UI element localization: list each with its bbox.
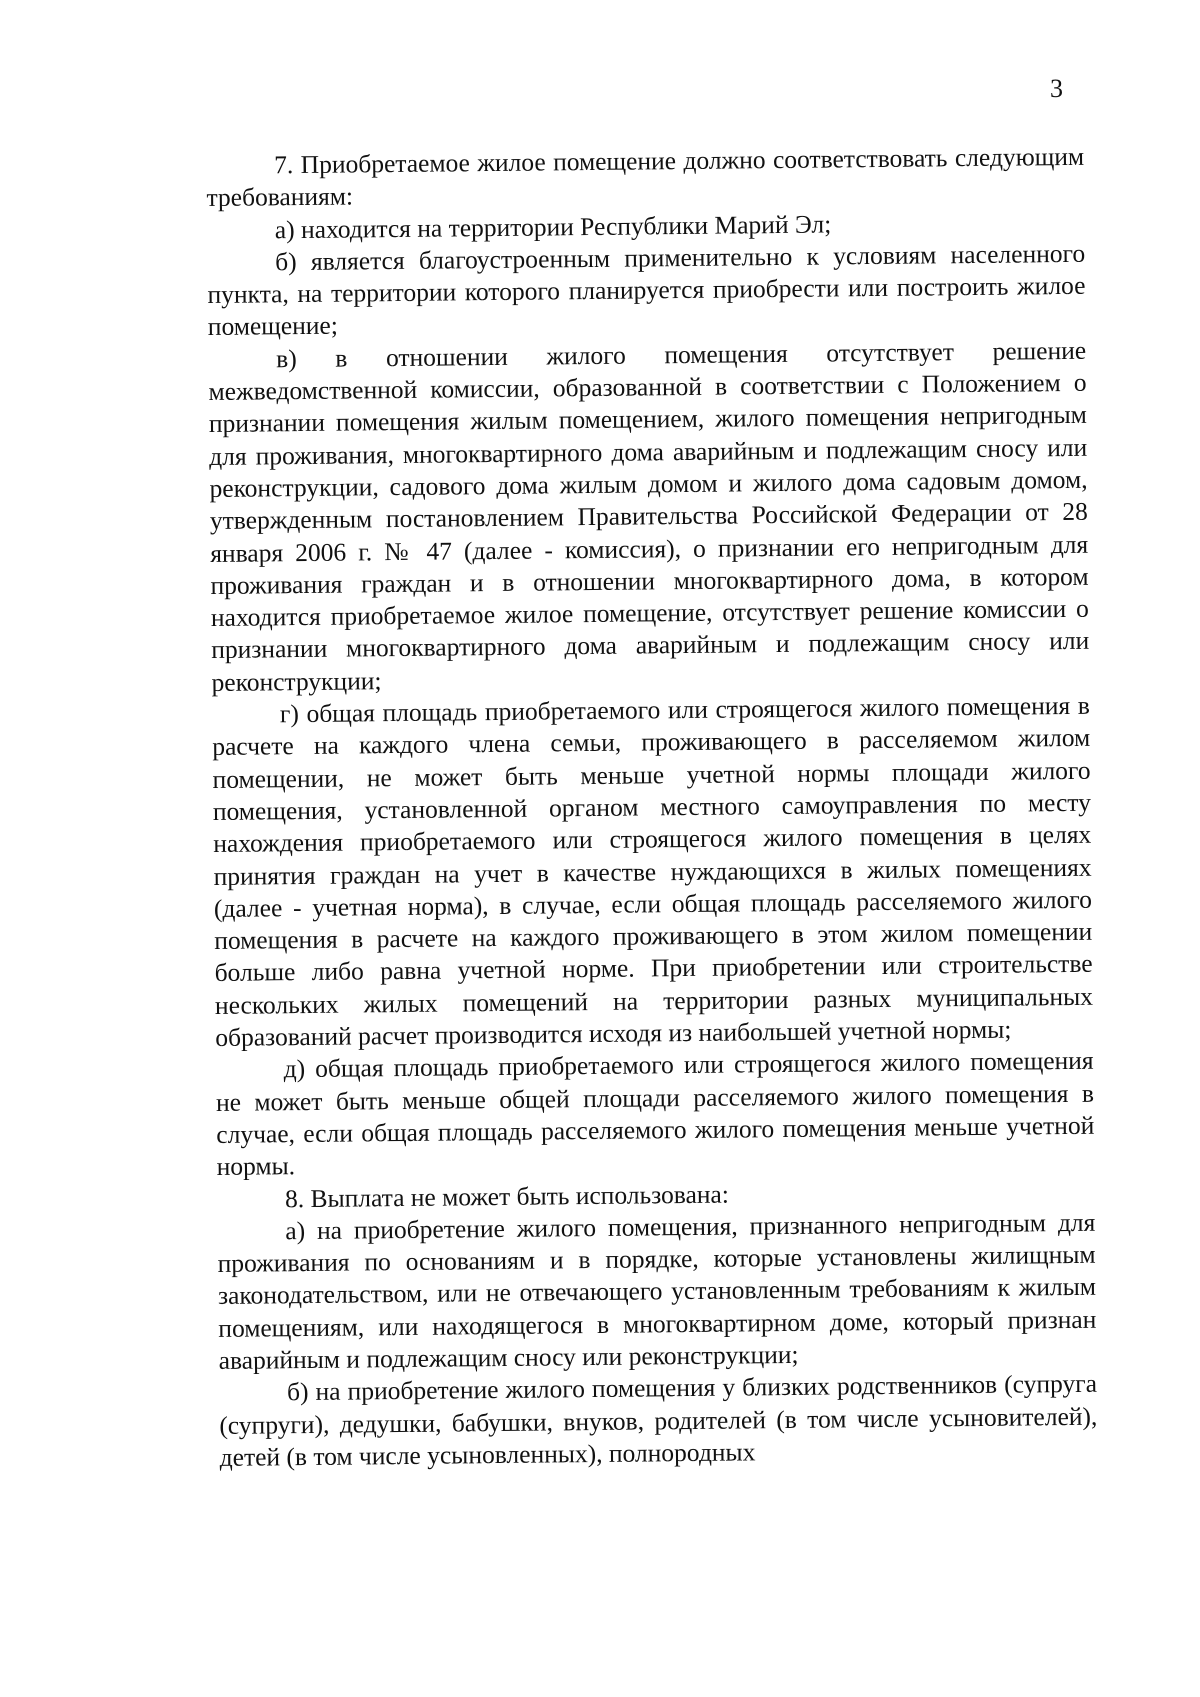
paragraph-7b: б) является благоустроенным применительно к условиям населенного пункта, на территории которого планируется приобрести или построить жилое помещение;: [207, 238, 1086, 342]
paragraph-8b: б) на приобретение жилого помещения у близких родственников (супруга (супруги), дедушки, бабушки, внуков, родителей (в том числе усыновителей), детей (в том числе усыновленных), полнородных: [219, 1369, 1098, 1472]
paragraph-8a: а) на приобретение жилого помещения, признанного непригодным для проживания по основаниям и в порядке, которые установлены жилищным законодательством, или не отвечающего установленным требованиям к жилым помещениям, или находящегося в многоквартирном доме, который признан аварийным и подлежащим сносу или реконструкции;: [217, 1207, 1097, 1375]
paragraph-7v: в) в отношении жилого помещения отсутствует решение межведомственной комиссии, образованной в соответствии с Положением о признании помещения жилым помещением, жилого помещения непригодным для проживания, многоквартирного дома аварийным и подлежащим сносу или реконструкции, садового дома жилым домом и жилого дома садовым домом, утвержденным постановлением Правительства Российской Федерации от 28 января 2006 г. № 47 (далее - комиссия), о признании его непригодным для проживания граждан и в отношении многоквартирного дома, в котором находится приобретаемое жилое помещение, отсутствует решение комиссии о признании многоквартирного дома аварийным и подлежащим сносу или реконструкции;: [208, 335, 1090, 697]
paragraph-7: 7. Приобретаемое жилое помещение должно соответствовать следующим требованиям:: [206, 141, 1085, 213]
document-body: [206, 141, 1098, 1474]
paragraph-8: 8. Выплата не может быть использована:: [284, 1179, 730, 1213]
paragraph-7g: г) общая площадь приобретаемого или строящегося жилого помещения в расчете на каждого члена семьи, проживающего в расселяемом жилом помещении, не может быть меньше учетной нормы площади жилого помещения, установленной органом местного самоуправления по месту нахождения приобретаемого или строящегося жилого помещения в целях принятия граждан на учет в качестве нуждающихся в жилых помещениях (далее - учетная норма), в случае, если общая площадь расселяемого жилого помещения в расчете на каждого проживающего в этом жилом помещении больше либо равна учетной норме. При приобретении или строительстве нескольких жилых помещений на территории разных муниципальных образований расчет производится исходя из наибольшей учетной нормы;: [212, 690, 1094, 1052]
paragraph-7d: д) общая площадь приобретаемого или строящегося жилого помещения не может быть меньше общей площади расселяемого жилого помещения в случае, если общая площадь расселяемого жилого помещения меньше учетной нормы.: [215, 1046, 1095, 1182]
paragraph-7a: а) находится на территории Республики Марий Эл;: [274, 209, 832, 244]
page-number: 3: [1050, 74, 1063, 103]
